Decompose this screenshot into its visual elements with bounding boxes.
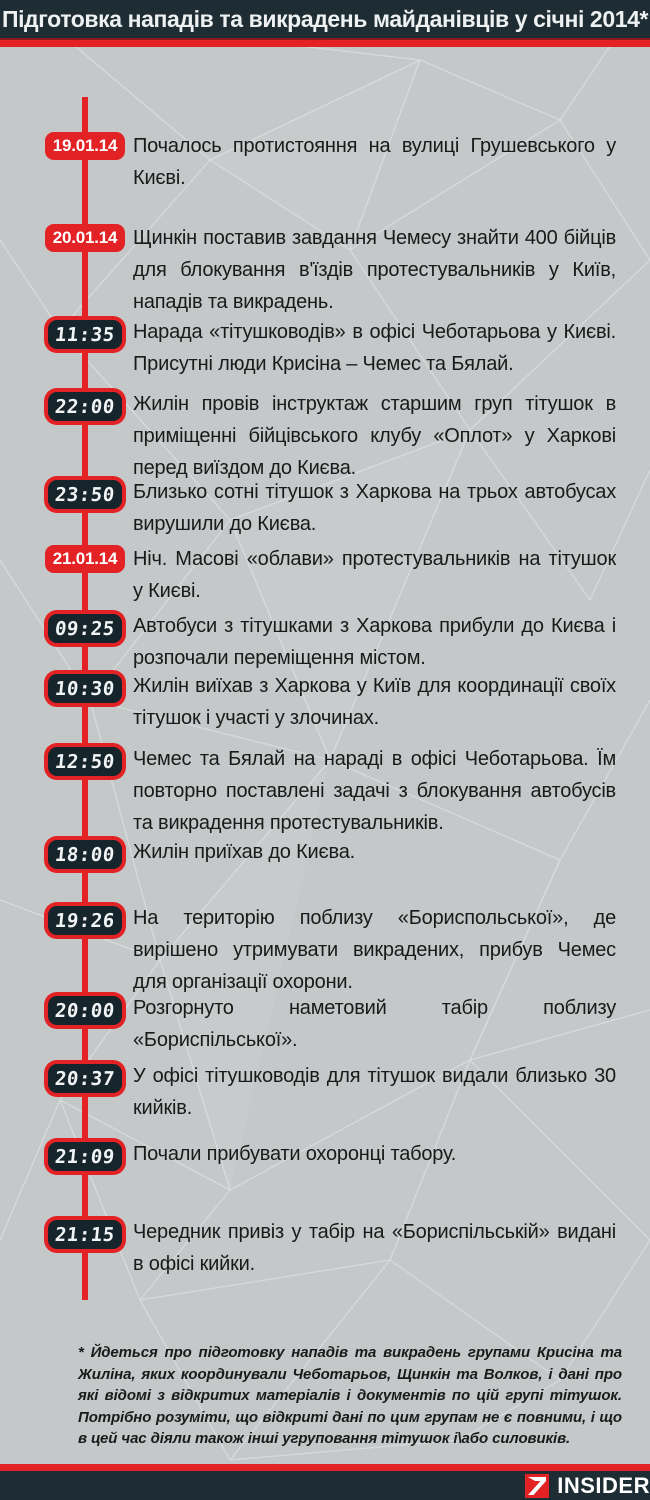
timeline-entry-text: У офісі тітушководів для тітушок видали близько 30 кийків. — [133, 1065, 616, 1119]
time-badge — [44, 476, 126, 513]
timeline-badge-column — [0, 1060, 133, 1097]
timeline-entry-text: Щинкін поставив завдання Чемесу знайти 400 бійців для блокування в'їздів протестувальників у Київ, нападів та викрадень. — [133, 227, 616, 313]
timeline-badge-column — [0, 670, 133, 707]
insider-logo-icon — [525, 1474, 549, 1498]
time-badge-screen — [48, 1142, 122, 1171]
time-badge-screen — [48, 320, 122, 349]
timeline-badge-column — [0, 992, 133, 1029]
header-bar — [0, 0, 650, 38]
timeline-entry-text: Автобуси з тітушками з Харкова прибули до Києва і розпочали переміщення містом. — [133, 615, 616, 669]
timeline-entry — [0, 670, 650, 734]
time-badge-digits: 11:35 — [53, 324, 116, 346]
time-badge-screen — [48, 392, 122, 421]
timeline-badge-column — [0, 476, 133, 513]
date-badge: 20.01.14 — [45, 224, 126, 252]
timeline-badge-column — [0, 543, 133, 573]
time-badge — [44, 902, 126, 939]
header-red-stripe — [0, 38, 650, 47]
time-badge-screen — [48, 747, 122, 776]
time-badge-screen — [48, 840, 122, 869]
timeline-entry-text: Жилін приїхав до Києва. — [133, 841, 355, 863]
time-badge — [44, 992, 126, 1029]
footer-bar — [0, 1464, 650, 1500]
timeline-entry-text: Ніч. Масові «облави» протестувальників на тітушок у Києві. — [133, 548, 616, 602]
time-badge — [44, 1216, 126, 1253]
timeline-entry — [0, 836, 650, 873]
timeline-entry — [0, 543, 650, 607]
timeline-entry — [0, 388, 650, 484]
timeline-entry-text: Почали прибувати охоронці табору. — [133, 1143, 457, 1165]
timeline-entry — [0, 222, 650, 318]
time-badge-digits: 09:25 — [53, 618, 116, 640]
time-badge-screen — [48, 480, 122, 509]
time-badge — [44, 610, 126, 647]
time-badge-digits: 23:50 — [53, 484, 116, 506]
timeline-badge-column — [0, 316, 133, 353]
timeline-badge-column — [0, 222, 133, 252]
time-badge — [44, 670, 126, 707]
timeline-entry — [0, 992, 650, 1056]
footnote-disclaimer: * Йдеться про підготовку нападів та викрадень групами Крисіна та Жиліна, яких координували Чеботарьов, Щинкін та Волков, і дані про які відомі з відкритих матеріалів і документів по цій групі тітушок. Потрібно розуміти, що відкриті дані по цим групам не є повними, і що в цей час діяли також інші угруповання тітушок і\або силовиків. — [78, 1344, 622, 1447]
time-badge-screen — [48, 1220, 122, 1249]
timeline-entry-text: Нарада «тітушководів» в офісі Чеботарьова у Києві. Присутні люди Крисіна – Чемес та Бялай. — [133, 321, 616, 375]
time-badge — [44, 388, 126, 425]
timeline-entry — [0, 743, 650, 839]
time-badge — [44, 743, 126, 780]
time-badge-screen — [48, 996, 122, 1025]
timeline-entry-text: Чередник привіз у табір на «Бориспільській» видані в офісі кийки. — [133, 1221, 616, 1275]
timeline-badge-column — [0, 836, 133, 873]
time-badge-digits: 22:00 — [53, 396, 116, 418]
timeline-entry — [0, 476, 650, 540]
timeline-badge-column — [0, 610, 133, 647]
timeline-badge-column — [0, 743, 133, 780]
time-badge-digits: 20:00 — [53, 1000, 116, 1022]
timeline-entry-text: Розгорнуто наметовий табір поблизу «Бориспільської». — [133, 997, 616, 1051]
time-badge-screen — [48, 906, 122, 935]
time-badge-digits: 21:15 — [53, 1224, 116, 1246]
time-badge-screen — [48, 614, 122, 643]
timeline-entry — [0, 1138, 650, 1175]
page-title: Підготовка нападів та викрадень майданівців у січні 2014* — [1, 5, 649, 32]
time-badge-digits: 10:30 — [53, 678, 116, 700]
time-badge-digits: 21:09 — [53, 1146, 116, 1168]
time-badge — [44, 1138, 126, 1175]
time-badge — [44, 836, 126, 873]
time-badge — [44, 316, 126, 353]
timeline-badge-column — [0, 1138, 133, 1175]
timeline-entry — [0, 1060, 650, 1124]
timeline-entry — [0, 902, 650, 998]
timeline-badge-column — [0, 1216, 133, 1253]
timeline-badge-column — [0, 388, 133, 425]
timeline-entry-text: Жилін виїхав з Харкова у Київ для координації своїх тітушок і участі у злочинах. — [133, 675, 616, 729]
timeline-entry — [0, 610, 650, 674]
timeline-entry — [0, 130, 650, 194]
time-badge-digits: 18:00 — [53, 844, 116, 866]
timeline-entry-text: Чемес та Бялай на нараді в офісі Чеботарьова. Їм повторно поставлені задачі з блокування автобусів та викрадення протестувальників. — [133, 748, 616, 834]
date-badge: 19.01.14 — [45, 132, 126, 160]
time-badge-digits: 19:26 — [53, 910, 116, 932]
timeline-entry-text: Близько сотні тітушок з Харкова на трьох автобусах вирушили до Києва. — [133, 481, 616, 535]
brand-name: INSIDER — [557, 1472, 650, 1498]
time-badge-digits: 12:50 — [53, 751, 116, 773]
timeline-entry-text: На територію поблизу «Бориспольської», де вирішено утримувати викрадених, прибув Чемес для організації охорони. — [133, 907, 616, 993]
time-badge-screen — [48, 1064, 122, 1093]
time-badge-screen — [48, 674, 122, 703]
timeline-entry — [0, 316, 650, 380]
date-badge: 21.01.14 — [45, 545, 126, 573]
timeline-entry-text: Почалось протистояння на вулиці Грушевського у Києві. — [133, 135, 616, 189]
timeline-entry — [0, 1216, 650, 1280]
timeline-badge-column — [0, 130, 133, 160]
timeline-badge-column — [0, 902, 133, 939]
time-badge-digits: 20:37 — [53, 1068, 116, 1090]
time-badge — [44, 1060, 126, 1097]
timeline-entry-text: Жилін провів інструктаж старшим груп тітушок в приміщенні бійцівського клубу «Оплот» у Харкові перед виїздом до Києва. — [133, 393, 616, 479]
